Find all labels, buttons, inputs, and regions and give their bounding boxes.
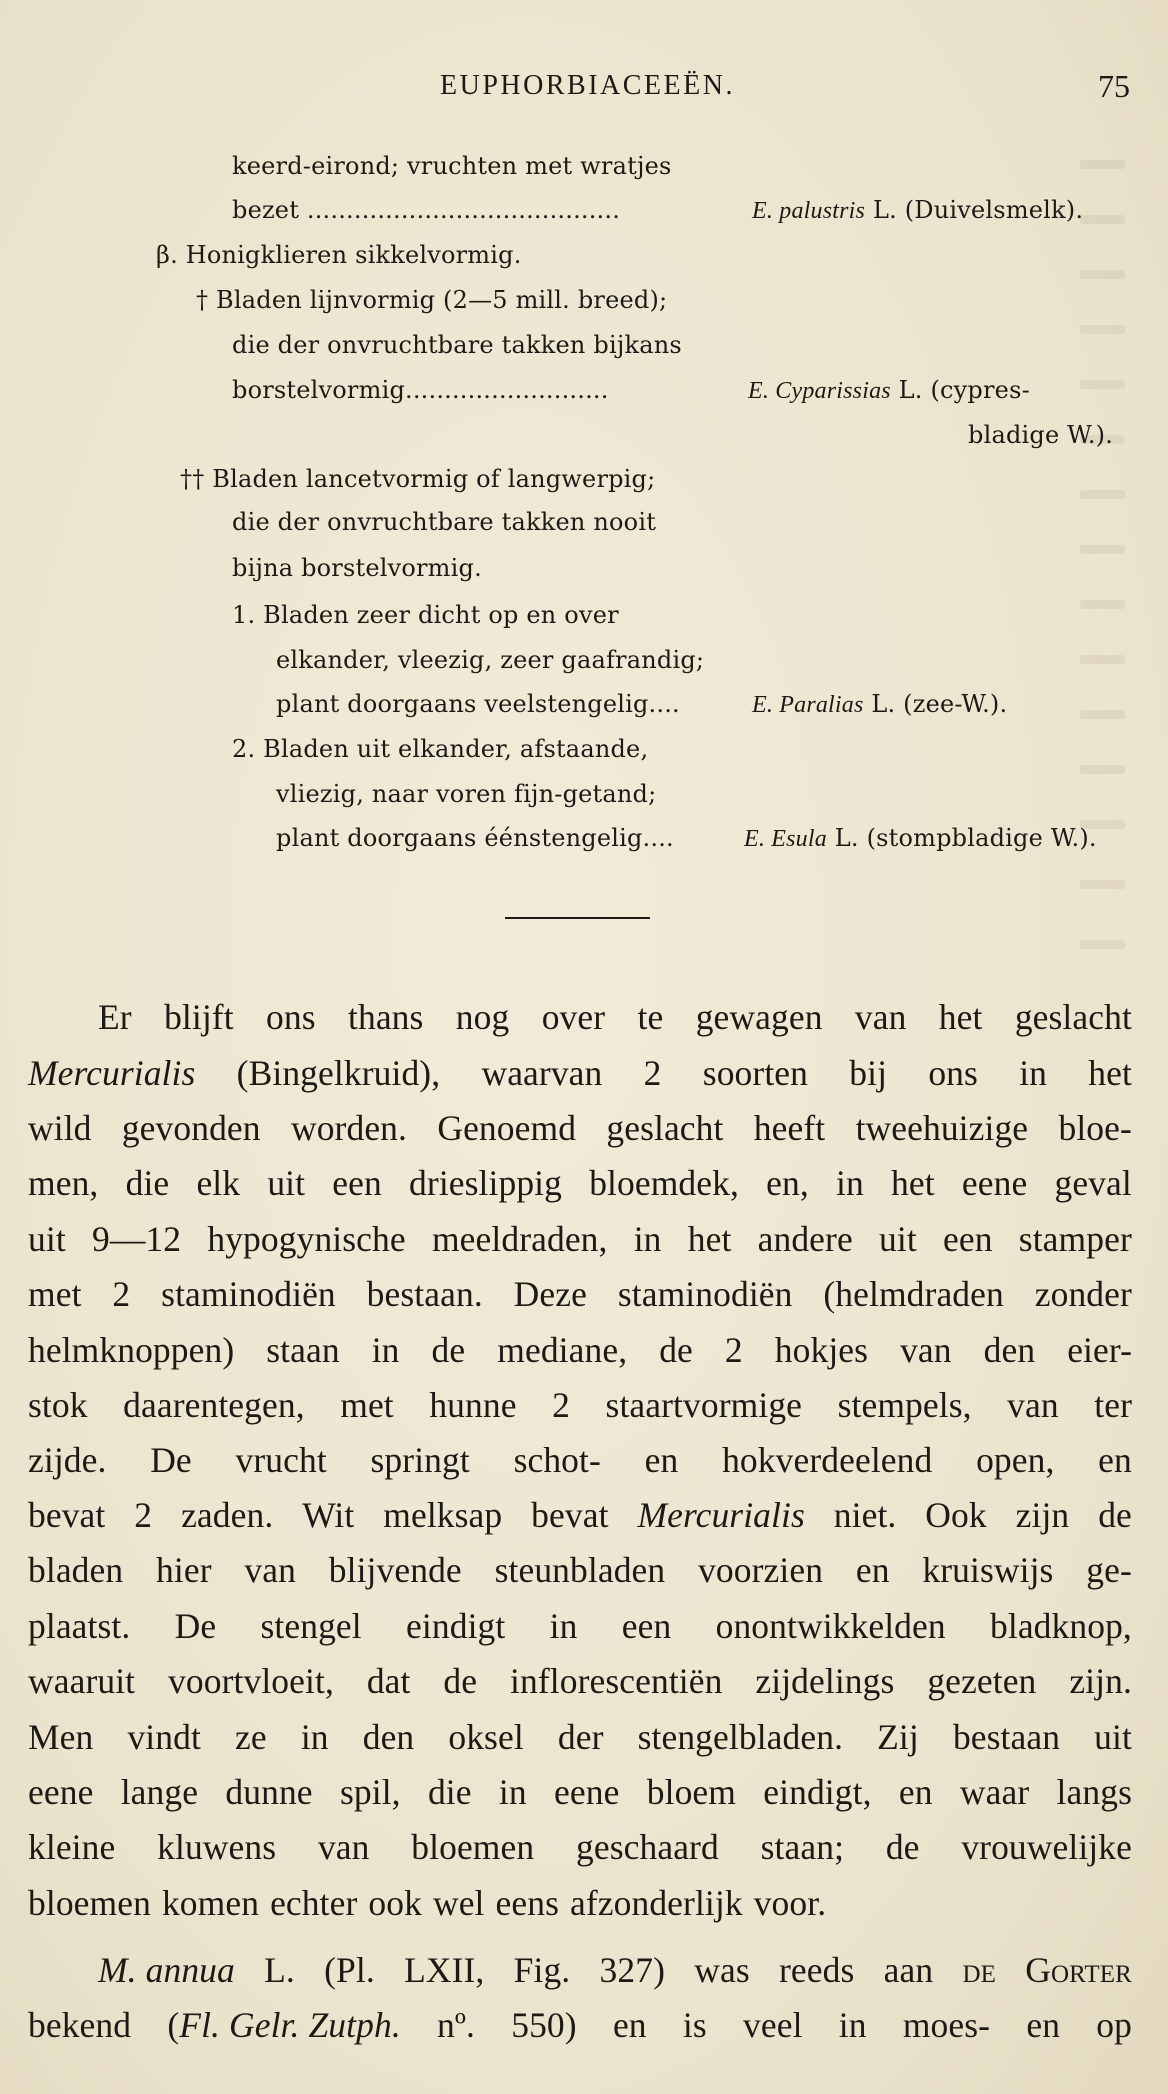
- key-species-line: E. Cyparissias L. (cypres-: [748, 376, 1030, 404]
- key-line: die der onvruchtbare takken nooit: [232, 508, 657, 536]
- key-line: β. Honigklieren sikkelvormig.: [156, 241, 522, 269]
- key-line: elkander, vleezig, zeer gaafrandig;: [276, 646, 705, 674]
- body-line: uit 9—12 hypogynische meeldraden, in het andere uit een stamper: [28, 1219, 1132, 1259]
- key-line: plant doorgaans éénstengelig....: [276, 824, 674, 852]
- body-line: bloemen komen echter ook wel eens afzonderlijk voor.: [28, 1883, 827, 1923]
- key-line: borstelvormig..........................: [232, 376, 609, 404]
- running-head: EUPHORBIACEEËN.: [440, 70, 735, 101]
- key-line: bladige W.).: [968, 421, 1114, 449]
- body-line: kleine kluwens van bloemen geschaard staan; de vrouwelijke: [28, 1827, 1132, 1867]
- body-line: waaruit voortvloeit, dat de inflorescentiën zijdelings gezeten zijn.: [28, 1661, 1132, 1701]
- key-line: bezet ........................................: [232, 196, 621, 224]
- body-line: met 2 staminodiën bestaan. Deze staminodiën (helmdraden zonder: [28, 1274, 1132, 1314]
- key-species-line: E. Esula L. (stompbladige W.).: [744, 824, 1097, 852]
- body-line: stok daarentegen, met hunne 2 staartvormige stempels, van ter: [28, 1385, 1132, 1425]
- body-line: bevat 2 zaden. Wit melksap bevat Mercurialis niet. Ook zijn de: [28, 1495, 1132, 1535]
- body-line: bladen hier van blijvende steunbladen voorzien en kruiswijs ge-: [28, 1550, 1132, 1590]
- section-divider: [505, 917, 650, 919]
- body-line: plaatst. De stengel eindigt in een onontwikkelden bladknop,: [28, 1606, 1132, 1646]
- body-line: Er blijft ons thans nog over te gewagen van het geslacht: [98, 997, 1132, 1037]
- body-line: eene lange dunne spil, die in eene bloem eindigt, en waar langs: [28, 1772, 1132, 1812]
- key-line: vliezig, naar voren fijn-getand;: [276, 780, 657, 808]
- key-line: 1. Bladen zeer dicht op en over: [232, 601, 619, 629]
- body-line: M. annua L. (Pl. LXII, Fig. 327) was reeds aan de Gorter: [98, 1950, 1132, 1990]
- key-line: die der onvruchtbare takken bijkans: [232, 331, 682, 359]
- key-line: † Bladen lijnvormig (2—5 mill. breed);: [196, 286, 668, 314]
- key-line: keerd-eirond; vruchten met wratjes: [232, 152, 672, 180]
- body-line: wild gevonden worden. Genoemd geslacht heeft tweehuizige bloe-: [28, 1108, 1132, 1148]
- key-line: 2. Bladen uit elkander, afstaande,: [232, 735, 649, 763]
- body-line: Men vindt ze in den oksel der stengelbladen. Zij bestaan uit: [28, 1717, 1132, 1757]
- body-line: Mercurialis (Bingelkruid), waarvan 2 soorten bij ons in het: [28, 1053, 1132, 1093]
- body-line: zijde. De vrucht springt schot- en hokverdeelend open, en: [28, 1440, 1132, 1480]
- key-species-line: E. palustris L. (Duivelsmelk).: [752, 196, 1084, 224]
- body-line: helmknoppen) staan in de mediane, de 2 hokjes van den eier-: [28, 1330, 1132, 1370]
- key-species-line: E. Paralias L. (zee-W.).: [752, 690, 1008, 718]
- body-line: men, die elk uit een drieslippig bloemdek, en, in het eene geval: [28, 1163, 1132, 1203]
- key-line: †† Bladen lancetvormig of langwerpig;: [180, 465, 656, 493]
- page-number: 75: [1098, 68, 1130, 104]
- key-line: bijna borstelvormig.: [232, 554, 482, 582]
- body-line: bekend (Fl. Gelr. Zutph. nº. 550) en is veel in moes- en op: [28, 2005, 1132, 2045]
- key-line: plant doorgaans veelstengelig....: [276, 690, 680, 718]
